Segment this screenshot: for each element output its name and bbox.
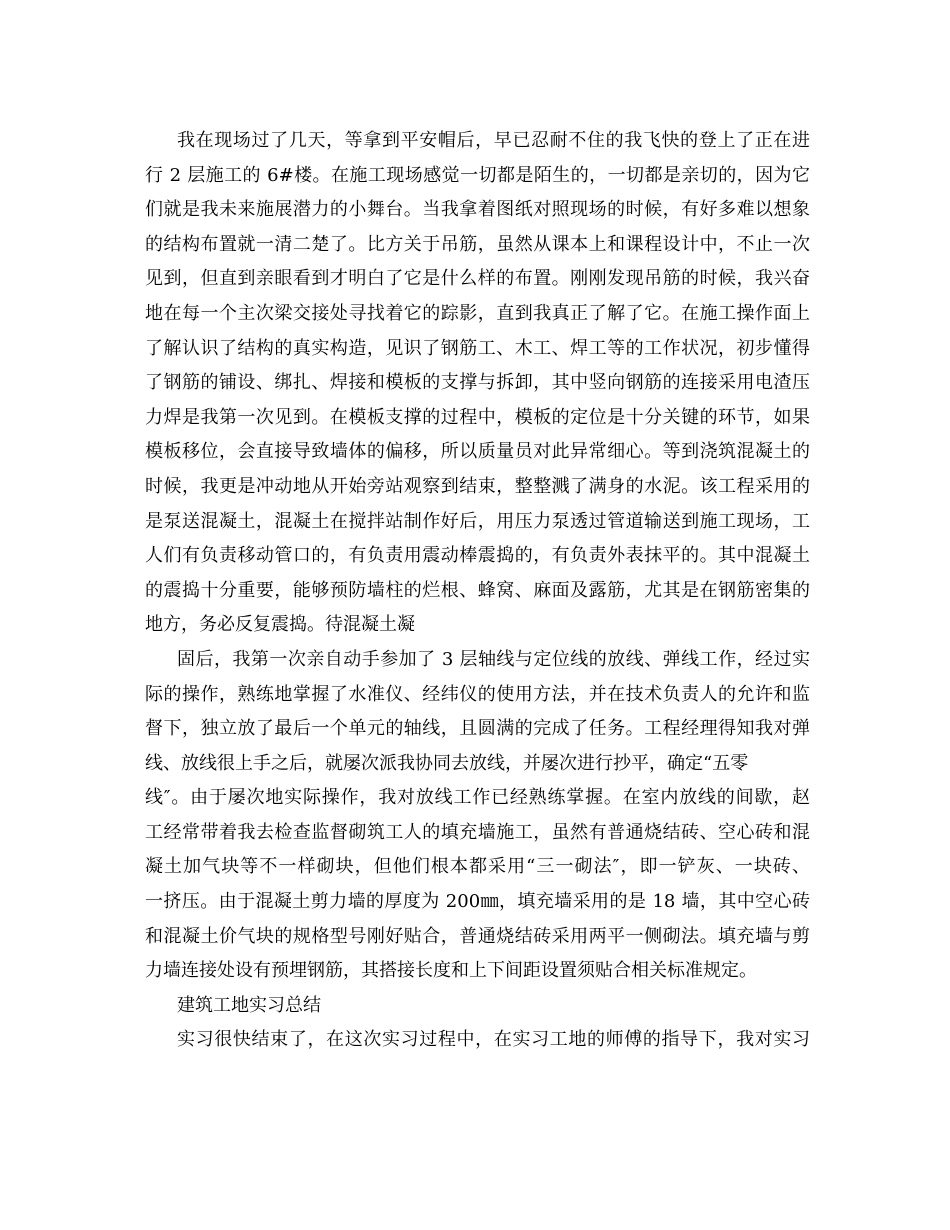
- text-line: 了解认识了结构的真实构造，见识了钢筋工、木工、焊工等的工作状况，初步懂得: [145, 337, 810, 359]
- text-line: 我在现场过了几天，等拿到平安帽后，早已忍耐不住的我飞快的登上了正在进: [177, 130, 810, 151]
- text-line: 行 2 层施工的 6#楼。在施工现场感觉一切都是陌生的，一切都是亲切的，因为它: [145, 164, 810, 186]
- text-line: 地在每一个主次梁交接处寻找着它的踪影，直到我真正了解了它。在施工操作面上: [145, 302, 810, 324]
- text-line: 固后，我第一次亲自动手参加了 3 层轴线与定位线的放线、弹线工作，经过实: [177, 648, 810, 670]
- text-line: 时候，我更是冲动地从开始旁站观察到结束，整整溅了满身的水泥。该工程采用的: [145, 475, 810, 497]
- section-heading: 建筑工地实习总结: [177, 994, 321, 1016]
- text-line: 见到，但直到亲眼看到才明白了它是什么样的布置。刚刚发现吊筋的时候，我兴奋: [145, 268, 810, 290]
- text-line: 力墙连接处设有预埋钢筋，其搭接长度和上下间距设置须贴合相关标准规定。: [145, 960, 757, 982]
- body-text: [145, 124, 810, 1058]
- text-line: 实习很快结束了，在这次实习过程中，在实习工地的师傅的指导下，我对实习: [177, 1029, 810, 1051]
- text-line: 线、放线很上手之后，就屡次派我协同去放线，并屡次进行抄平，确定“五零: [145, 752, 749, 774]
- text-line: 凝土加气块等不一样砌块，但他们根本都采用“三一砌法″，即一铲灰、一块砖、: [145, 856, 810, 878]
- text-line: 们就是我未来施展潜力的小舞台。当我拿着图纸对照现场的时候，有好多难以想象: [145, 199, 810, 221]
- text-line: 模板移位，会直接导致墙体的偏移，所以质量员对此异常细心。等到浇筑混凝土的: [145, 441, 810, 463]
- text-line: 力焊是我第一次见到。在模板支撑的过程中，模板的定位是十分关键的环节，如果: [145, 406, 810, 428]
- text-line: 了钢筋的铺设、绑扎、焊接和模板的支撑与拆卸，其中竖向钢筋的连接采用电渣压: [145, 372, 810, 394]
- text-line: 的震捣十分重要，能够预防墙柱的烂根、蜂窝、麻面及露筋，尤其是在钢筋密集的: [145, 579, 810, 601]
- text-line: 地方，务必反复震捣。待混凝土凝: [145, 614, 415, 636]
- text-line: 际的操作，熟练地掌握了水准仪、经纬仪的使用方法，并在技术负责人的允许和监: [145, 683, 810, 705]
- text-line: 的结构布置就一清二楚了。比方关于吊筋，虽然从课本上和课程设计中，不止一次: [145, 233, 810, 255]
- text-line: 一挤压。由于混凝土剪力墙的厚度为 200㎜，填充墙采用的是 18 墙，其中空心砖: [145, 891, 810, 913]
- text-line: 和混凝土价气块的规格型号刚好贴合，普通烧结砖采用两平一侧砌法。填充墙与剪: [145, 925, 810, 947]
- text-line: 工经常带着我去检查监督砌筑工人的填充墙施工，虽然有普通烧结砖、空心砖和混: [145, 821, 810, 843]
- text-line: 人们有负责移动管口的，有负责用震动棒震捣的，有负责外表抹平的。其中混凝土: [145, 545, 810, 567]
- text-line: 是泵送混凝土，混凝土在搅拌站制作好后，用压力泵透过管道输送到施工现场，工: [145, 510, 810, 532]
- text-line: 线″。由于屡次地实际操作，我对放线工作已经熟练掌握。在室内放线的间歇，赵: [145, 787, 810, 809]
- text-line: 督下，独立放了最后一个单元的轴线，且圆满的完成了任务。工程经理得知我对弹: [145, 718, 810, 740]
